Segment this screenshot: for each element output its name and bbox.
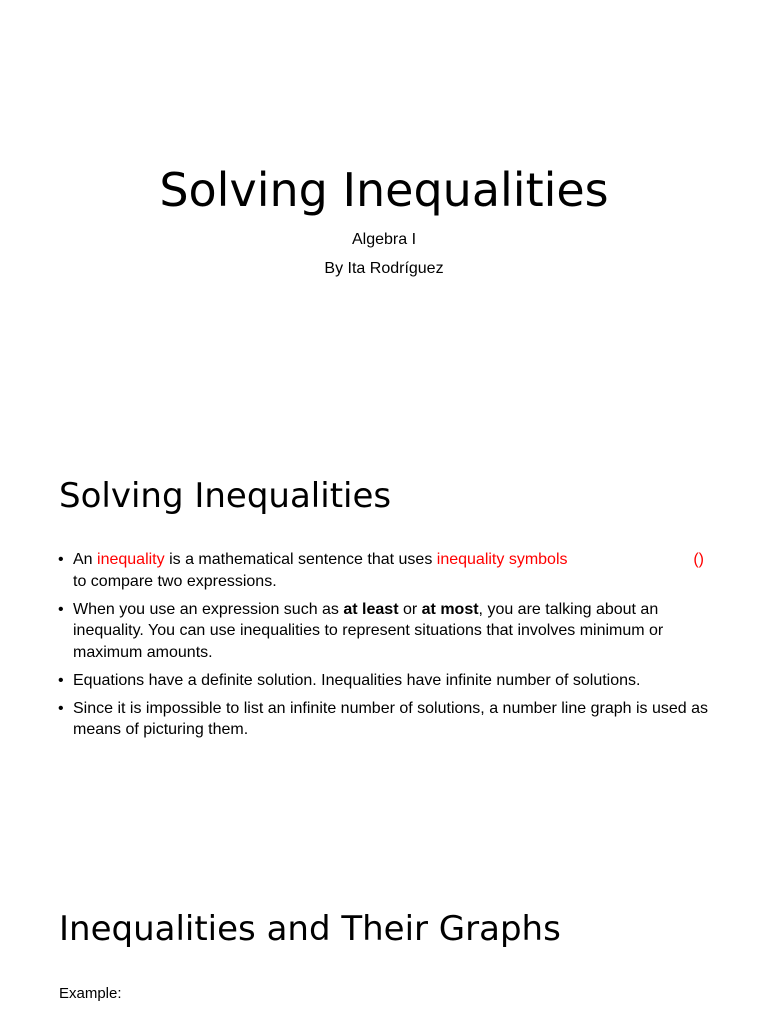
bullet-icon: • <box>58 551 64 568</box>
list-item <box>58 698 714 741</box>
bullet-text: An <box>73 551 98 568</box>
list-item <box>58 599 714 664</box>
bullet-list <box>58 549 714 747</box>
bullet-icon: • <box>58 699 64 717</box>
bullet-icon: • <box>58 600 64 618</box>
section-heading: Solving Inequalities <box>59 476 392 516</box>
list-item <box>58 670 714 692</box>
emphasis-term: inequality symbols <box>436 551 568 568</box>
bold-term: at most <box>421 600 479 618</box>
bullet-text: Since it is impossible to list an infinite number of solutions, a number line graph is used as means of picturing them. <box>73 699 708 738</box>
bullet-text: , you are talking about an inequality. You can use inequalities to represent situations that involves minimum or maximum amounts. <box>73 600 664 661</box>
bullet-text: is a mathematical sentence that uses <box>164 551 437 568</box>
bullet-text: When you use an expression such as <box>73 600 344 618</box>
inequality-symbols: () <box>693 551 704 568</box>
bullet-icon: • <box>58 671 64 689</box>
example-label: Example: <box>59 985 122 1002</box>
section-heading: Inequalities and Their Graphs <box>59 909 561 949</box>
emphasis-term: inequality <box>97 551 165 568</box>
bullet-text: Equations have a definite solution. Inequalities have infinite number of solutions. <box>73 671 641 689</box>
bullet-text: or <box>398 600 422 618</box>
course-subtitle: Algebra I <box>351 231 417 248</box>
slide-title: Solving Inequalities <box>159 163 609 217</box>
list-item <box>58 549 714 592</box>
bold-term: at least <box>343 600 399 618</box>
bullet-text: to compare two expressions. <box>73 572 277 590</box>
author-subtitle: By Ita Rodríguez <box>324 260 444 277</box>
